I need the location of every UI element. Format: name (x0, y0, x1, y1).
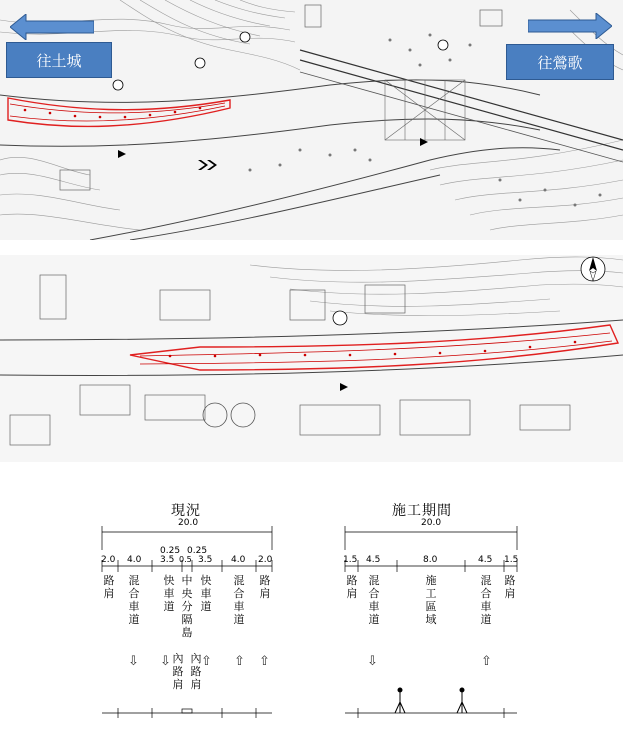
construction-title: 施工期間 (392, 503, 452, 519)
construction-flow-arrow-1: ⇩ (367, 654, 378, 669)
current-total-width: 20.0 (178, 518, 199, 528)
current-lane-fast-left: 快車道 (163, 574, 175, 613)
construction-dim-1: 1.5 (343, 555, 358, 565)
north-arrow-icon (581, 257, 605, 281)
current-dim-4: 3.5 (198, 555, 213, 565)
current-lane-fast-right: 快車道 (200, 574, 212, 613)
current-dim-1: 2.0 (101, 555, 116, 565)
construction-flow-arrow-2: ⇧ (481, 654, 492, 669)
current-dim-6: 2.0 (258, 555, 273, 565)
construction-total-width: 20.0 (421, 518, 442, 528)
direction-label-tucheng: 往土城 (6, 42, 112, 78)
construction-lane-mixed-left: 混合車道 (368, 574, 380, 626)
current-lane-mixed-left: 混合車道 (128, 574, 140, 626)
current-flow-arrow-2: ⇩ (160, 654, 171, 669)
construction-dim-4: 4.5 (478, 555, 493, 565)
current-dim-small-1: 0.25 (160, 546, 181, 556)
current-dim-3: 3.5 (160, 555, 175, 565)
construction-dim-5: 1.5 (504, 555, 519, 565)
current-inner-shoulder-left: 內路肩 (172, 652, 184, 691)
bottom-plan-drawing (0, 255, 623, 462)
current-dim-small-3: 0.5 (179, 555, 192, 564)
current-flow-arrow-5: ⇧ (259, 654, 270, 669)
construction-lane-shoulder-right: 路肩 (504, 574, 516, 600)
construction-dim-3: 8.0 (423, 555, 438, 565)
current-lane-shoulder-left: 路肩 (103, 574, 115, 600)
current-dim-2: 4.0 (127, 555, 142, 565)
construction-lane-shoulder-left: 路肩 (346, 574, 358, 600)
direction-label-yingge: 往鶯歌 (506, 44, 614, 80)
current-dimension-lines (0, 470, 623, 729)
current-dim-5: 4.0 (231, 555, 246, 565)
construction-dim-2: 4.5 (366, 555, 381, 565)
current-dim-small-2: 0.25 (187, 546, 208, 556)
construction-zone: 施工區域 (425, 574, 437, 626)
right-arrow-icon (528, 13, 612, 39)
top-site-plan (0, 0, 623, 240)
current-lane-median: 中央分隔島 (181, 574, 193, 639)
current-lane-mixed-right: 混合車道 (233, 574, 245, 626)
current-flow-arrow-3: ⇧ (201, 654, 212, 669)
current-inner-shoulder-right: 內路肩 (190, 652, 202, 691)
left-arrow-icon (10, 14, 94, 40)
bottom-site-plan (0, 255, 623, 462)
current-lane-shoulder-right: 路肩 (259, 574, 271, 600)
cross-section-area (0, 470, 623, 729)
current-flow-arrow-4: ⇧ (234, 654, 245, 669)
construction-lane-mixed-right: 混合車道 (480, 574, 492, 626)
current-title: 現況 (171, 503, 201, 519)
current-flow-arrow-1: ⇩ (128, 654, 139, 669)
